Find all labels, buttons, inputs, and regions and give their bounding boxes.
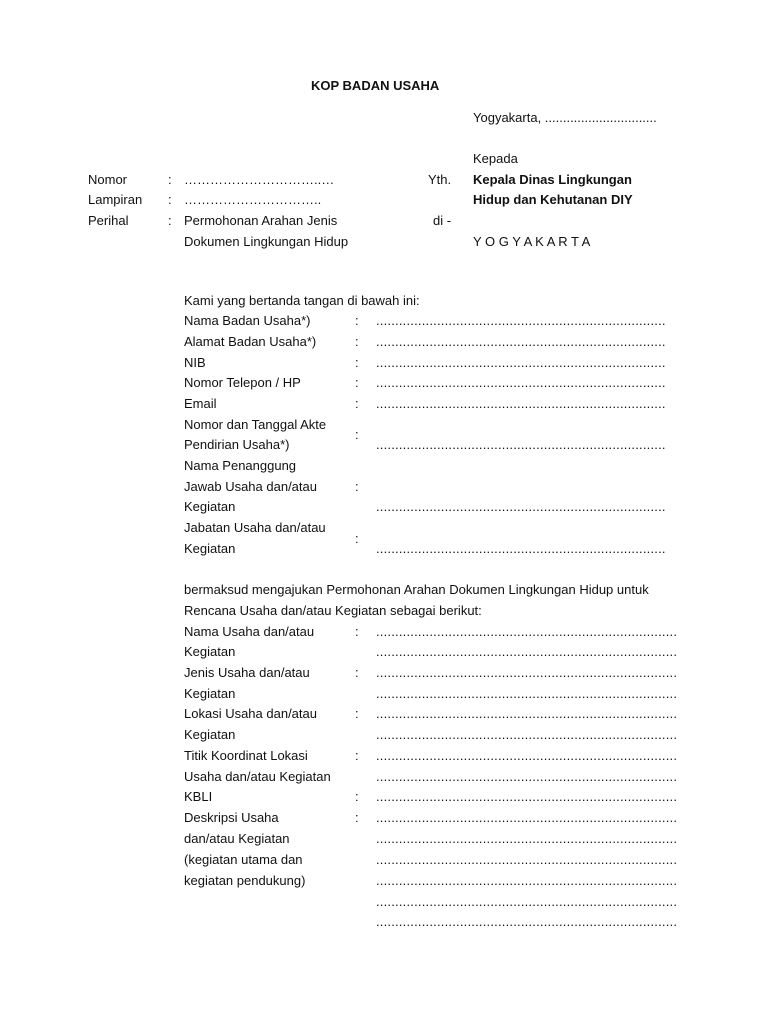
field-dots-alamat-badan: ............................................................................: [376, 334, 666, 349]
field-dots-email: ............................................................................: [376, 396, 666, 411]
recipient-city: Y O G Y A K A R T A: [473, 234, 591, 249]
field-label-jabatan-2: Kegiatan: [184, 541, 236, 556]
field-label-pj-3: Kegiatan: [184, 499, 236, 514]
field-colon: :: [355, 396, 359, 411]
field-colon: :: [355, 748, 359, 763]
field-colon: :: [355, 789, 359, 804]
nomor-value: …………………………..…: [184, 172, 335, 187]
recipient-line-2: Hidup dan Kehutanan DIY: [473, 192, 633, 207]
plan-dots: ...............................................................................: [376, 706, 678, 721]
field-dots-akte: ............................................................................: [376, 437, 666, 452]
field-label-jabatan-1: Jabatan Usaha dan/atau: [184, 520, 326, 535]
plan-dots: ...............................................................................: [376, 748, 678, 763]
field-dots-nama-badan: ............................................................................: [376, 313, 666, 328]
plan-label-kbli: KBLI: [184, 789, 213, 804]
field-colon: :: [355, 706, 359, 721]
perihal-value-2: Dokumen Lingkungan Hidup: [184, 234, 349, 249]
plan-label-deskripsi-1: Deskripsi Usaha: [184, 810, 279, 825]
kepada-label: Kepada: [473, 151, 518, 166]
field-colon: :: [355, 531, 359, 546]
plan-dots: ...............................................................................: [376, 852, 678, 867]
plan-dots: ...............................................................................: [376, 624, 678, 639]
field-label-akte-1: Nomor dan Tanggal Akte: [184, 417, 327, 432]
plan-dots: ...............................................................................: [376, 914, 678, 929]
field-colon: :: [355, 479, 359, 494]
purpose-text-1: bermaksud mengajukan Permohonan Arahan Dokumen Lingkungan Hidup untuk: [184, 582, 649, 597]
lampiran-label: Lampiran: [88, 192, 143, 207]
perihal-value-1: Permohonan Arahan Jenis: [184, 213, 338, 228]
purpose-text-2: Rencana Usaha dan/atau Kegiatan sebagai berikut:: [184, 603, 482, 618]
plan-label-jenis-1: Jenis Usaha dan/atau: [184, 665, 310, 680]
plan-label-nama-1: Nama Usaha dan/atau: [184, 624, 315, 639]
plan-label-deskripsi-4: kegiatan pendukung): [184, 873, 306, 888]
plan-label-lokasi-1: Lokasi Usaha dan/atau: [184, 706, 317, 721]
field-dots-nib: ............................................................................: [376, 355, 666, 370]
plan-dots: ...............................................................................: [376, 727, 678, 742]
field-label-email: Email: [184, 396, 217, 411]
plan-label-nama-2: Kegiatan: [184, 644, 236, 659]
field-colon: :: [355, 375, 359, 390]
field-dots-pj: ............................................................................: [376, 499, 666, 514]
plan-dots: ...............................................................................: [376, 686, 678, 701]
plan-dots: ...............................................................................: [376, 769, 678, 784]
plan-dots: ...............................................................................: [376, 789, 678, 804]
plan-dots: ...............................................................................: [376, 831, 678, 846]
field-colon: :: [355, 665, 359, 680]
nomor-label: Nomor: [88, 172, 128, 187]
field-colon: :: [355, 313, 359, 328]
field-label-telepon: Nomor Telepon / HP: [184, 375, 301, 390]
field-label-akte-2: Pendirian Usaha*): [184, 437, 290, 452]
field-label-alamat-badan: Alamat Badan Usaha*): [184, 334, 317, 349]
plan-dots: ...............................................................................: [376, 894, 678, 909]
field-colon: :: [355, 810, 359, 825]
field-label-pj-1: Nama Penanggung: [184, 458, 297, 473]
plan-label-deskripsi-3: (kegiatan utama dan: [184, 852, 303, 867]
recipient-line-1: Kepala Dinas Lingkungan: [473, 172, 632, 187]
field-dots-jabatan: ............................................................................: [376, 541, 666, 556]
plan-dots: ...............................................................................: [376, 873, 678, 888]
perihal-colon: :: [168, 213, 172, 228]
field-colon: :: [355, 427, 359, 442]
field-dots-telepon: ............................................................................: [376, 375, 666, 390]
yth-label: Yth.: [428, 172, 452, 187]
plan-dots: ...............................................................................: [376, 644, 678, 659]
field-colon: :: [355, 334, 359, 349]
letterhead-title: KOP BADAN USAHA: [311, 78, 440, 93]
plan-label-titik-2: Usaha dan/atau Kegiatan: [184, 769, 331, 784]
field-colon: :: [355, 624, 359, 639]
field-label-pj-2: Jawab Usaha dan/atau: [184, 479, 317, 494]
di-label: di -: [433, 213, 452, 228]
field-colon: :: [355, 355, 359, 370]
perihal-label: Perihal: [88, 213, 129, 228]
lampiran-colon: :: [168, 192, 172, 207]
nomor-colon: :: [168, 172, 172, 187]
plan-label-jenis-2: Kegiatan: [184, 686, 236, 701]
plan-label-deskripsi-2: dan/atau Kegiatan: [184, 831, 290, 846]
plan-label-lokasi-2: Kegiatan: [184, 727, 236, 742]
lampiran-value: …………………………..: [184, 192, 322, 207]
place-date: Yogyakarta, ...............................: [473, 110, 657, 125]
intro-text: Kami yang bertanda tangan di bawah ini:: [184, 293, 420, 308]
field-label-nama-badan: Nama Badan Usaha*): [184, 313, 311, 328]
field-label-nib: NIB: [184, 355, 206, 370]
plan-label-titik-1: Titik Koordinat Lokasi: [184, 748, 308, 763]
plan-dots: ...............................................................................: [376, 810, 678, 825]
plan-dots: ...............................................................................: [376, 665, 678, 680]
